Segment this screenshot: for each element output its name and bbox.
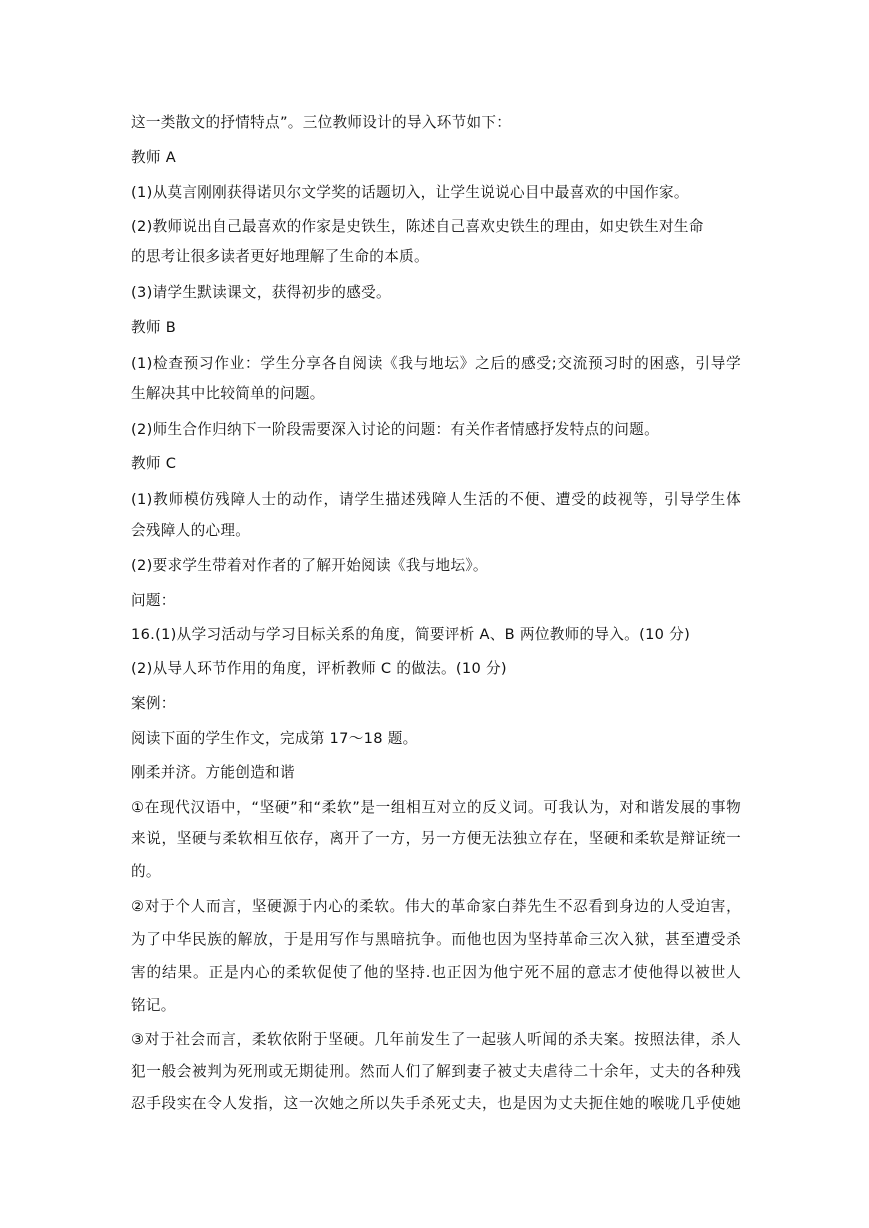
text-line: 忍手段实在令人发指，这一次她之所以失手杀死丈夫，也是因为丈夫扼住她的喉咙几乎使她: [131, 1095, 741, 1112]
text-line: ①在现代汉语中，“坚硬”和“柔软”是一组相互对立的反义词。可我认为，对和谐发展的事物: [131, 799, 741, 816]
text-line: (1)教师模仿残障人士的动作，请学生描述残障人生活的不便、遭受的歧视等，引导学生体: [131, 491, 741, 508]
question-16-1: 16.(1)从学习活动与学习目标关系的角度，简要评析 A、B 两位教师的导入。(10 分): [131, 626, 691, 643]
heading-case: 案例：: [131, 695, 176, 712]
essay-title: 刚柔并济。方能创造和谐: [131, 764, 295, 781]
text-line: ③对于社会而言，柔软依附于坚硬。几年前发生了一起骇人听闻的杀夫案。按照法律，杀人: [131, 1031, 741, 1048]
text-line: (2)教师说出自己最喜欢的作家是史铁生，陈述自己喜欢史铁生的理由，如史铁生对生命: [131, 218, 704, 235]
text-line: 生解决其中比较简单的问题。: [131, 385, 325, 402]
text-line: 会残障人的心理。: [131, 522, 251, 539]
text-line: (1)检查预习作业：学生分享各自阅读《我与地坛》之后的感受;交流预习时的困惑，引导学: [131, 355, 741, 372]
text-line: 的。: [131, 863, 161, 880]
heading-teacher-a: 教师 A: [131, 149, 177, 166]
text-line: (2)师生合作归纳下一阶段需要深入讨论的问题：有关作者情感抒发特点的问题。: [131, 421, 659, 438]
text-line: (3)请学生默读课文，获得初步的感受。: [131, 284, 391, 301]
text-line: (1)从莫言刚刚获得诺贝尔文学奖的话题切入，让学生说说心目中最喜欢的中国作家。: [131, 184, 689, 201]
text-line: (2)要求学生带着对作者的了解开始阅读《我与地坛》。: [131, 557, 488, 574]
question-16-2: (2)从导人环节作用的角度，评析教师 C 的做法。(10 分): [131, 660, 507, 677]
text-line: 害的结果。正是内心的柔软促使了他的坚持.也正因为他宁死不屈的意志才使他得以被世人: [131, 964, 741, 981]
heading-teacher-b: 教师 B: [131, 319, 177, 336]
text-line: 来说，坚硬与柔软相互依存，离开了一方，另一方便无法独立存在，坚硬和柔软是辩证统一: [131, 830, 741, 847]
text-line: 阅读下面的学生作文，完成第 17～18 题。: [131, 730, 418, 747]
heading-teacher-c: 教师 C: [131, 455, 177, 472]
text-line: 犯一般会被判为死刑或无期徒刑。然而人们了解到妻子被丈夫虐待二十余年，丈夫的各种残: [131, 1063, 741, 1080]
heading-questions: 问题：: [131, 592, 176, 609]
text-line: ②对于个人而言，坚硬源于内心的柔软。伟大的革命家白莽先生不忍看到身边的人受迫害，: [131, 898, 741, 915]
text-line: 这一类散文的抒情特点”。三位教师设计的导入环节如下：: [131, 114, 512, 131]
text-line: 为了中华民族的解放，于是用写作与黑暗抗争。而他也因为坚持革命三次入狱，甚至遭受杀: [131, 931, 741, 948]
text-line: 铭记。: [131, 997, 176, 1014]
text-line: 的思考让很多读者更好地理解了生命的本质。: [131, 248, 429, 265]
